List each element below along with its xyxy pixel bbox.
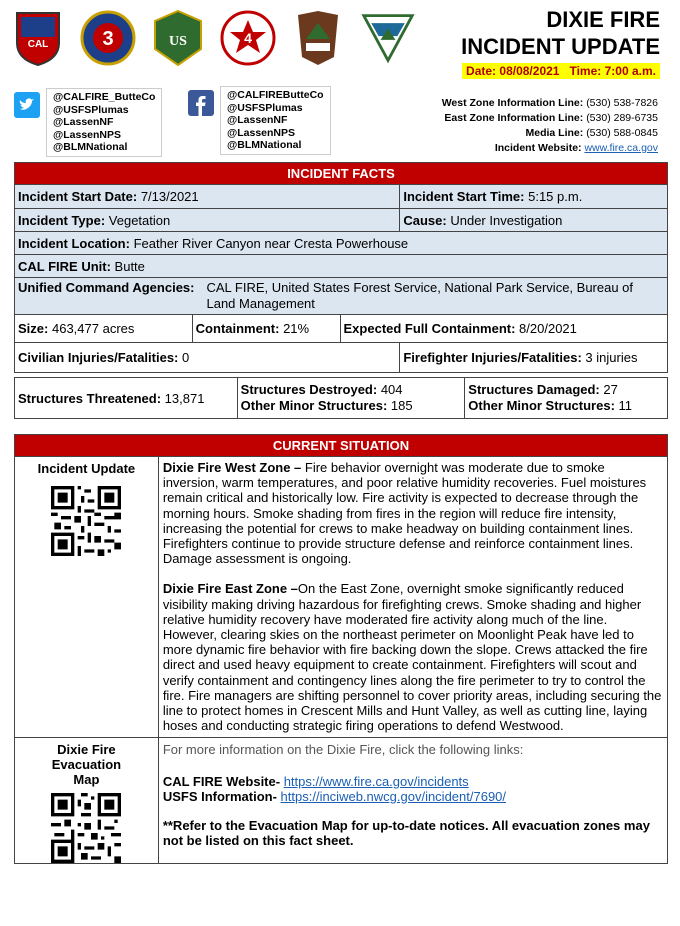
- qr-code-icon[interactable]: [51, 793, 121, 863]
- calfire-website-link[interactable]: https://www.fire.ca.gov/incidents: [283, 773, 469, 789]
- svg-text:CAL: CAL: [27, 39, 49, 50]
- start-time-value: 5:15 p.m.: [528, 189, 583, 204]
- east-zone-paragraph: [163, 581, 663, 733]
- structures-threatened-label: Structures Threatened:: [18, 390, 162, 406]
- east-zone-text: On the East Zone, overnight smoke significantly reduced visibility making driving hazardous for firefighting crews. Smoke shading and higher relative humidity recovery have moderated fire activity along much of the line. However, clearing skies on the northeast perimeter on Moonlight Peak have led to more dynamic fire behavior with fire backing down the slope. Crews attacked the fire direct and used heavy equipment to create containment. Firefighters will scout and verify containment and contingency lines along the fire perimeter to try to control the fire. Fire managers are shifting personnel to cover priority areas, including securing the line to protect homes in Crescent Mills and Hunt Valley, as well as cutting line, laying hoses and conducting strategic firing operations to defend Westwood.: [162, 581, 662, 734]
- type-cell: [15, 209, 400, 232]
- national-park-service-logo: [290, 8, 346, 68]
- time-label: Time:: [569, 64, 602, 78]
- cause-label: Cause:: [403, 212, 447, 228]
- structures-destroyed-value: 404: [380, 382, 403, 397]
- svg-text:4: 4: [244, 30, 252, 46]
- west-zone-title: Dixie Fire West Zone –: [162, 460, 302, 475]
- title-line2: INCIDENT UPDATE: [461, 34, 660, 59]
- firefighter-injuries-value: 3 injuries: [585, 350, 638, 365]
- facebook-handle[interactable]: @LassenNF: [227, 114, 288, 126]
- media-label: Media Line:: [525, 127, 584, 139]
- expected-containment-label: Expected Full Containment:: [343, 321, 516, 336]
- structures-threatened-value: 13,871: [164, 390, 205, 406]
- east-zone-line: [442, 111, 658, 126]
- start-time-label: Incident Start Time:: [403, 189, 525, 204]
- other-damaged-value: 11: [618, 398, 633, 413]
- structures-destroyed-label: Structures Destroyed:: [240, 382, 378, 397]
- other-damaged-label: Other Minor Structures:: [468, 398, 615, 413]
- structures-damaged-value: 27: [603, 382, 618, 397]
- page-header: [0, 0, 680, 160]
- media-line: [442, 126, 658, 141]
- facebook-handle[interactable]: @CALFIREButteCo: [227, 89, 324, 101]
- date-value: 08/08/2021: [499, 64, 560, 78]
- contact-info: [442, 96, 658, 156]
- incident-update-text-cell: [158, 457, 667, 738]
- website-label: Incident Website:: [494, 142, 582, 154]
- qr-code-icon[interactable]: [51, 486, 121, 556]
- firefighter-injuries-cell: [400, 343, 668, 373]
- incident-facts-banner: INCIDENT FACTS: [15, 163, 668, 185]
- twitter-handle[interactable]: @LassenNF: [53, 116, 114, 128]
- cause-cell: [400, 209, 668, 232]
- expected-containment-value: 8/20/2021: [519, 321, 577, 336]
- forest-service-logo: [150, 8, 206, 68]
- twitter-handle[interactable]: @BLMNational: [53, 141, 128, 153]
- containment-cell: [192, 315, 340, 343]
- calfire-website-label: CAL FIRE Website-: [162, 773, 281, 789]
- twitter-handle[interactable]: @USFSPlumas: [53, 103, 129, 116]
- start-date-value: 7/13/2021: [140, 189, 199, 204]
- agencies-cell: [15, 278, 668, 315]
- evacuation-map-label-cell: [15, 738, 159, 864]
- facebook-icon[interactable]: [188, 90, 214, 116]
- unit-value: Butte: [114, 258, 145, 274]
- usfs-info-line: [163, 789, 663, 804]
- website-link[interactable]: www.fire.ca.gov: [584, 142, 658, 154]
- other-destroyed-value: 185: [390, 398, 413, 413]
- evacuation-note: **Refer to the Evacuation Map for up-to-date notices. All evacuation zones may not be listed on this fact sheet.: [162, 818, 650, 849]
- twitter-block: [14, 88, 162, 157]
- agencies-label: Unified Command Agencies:: [18, 280, 195, 295]
- firefighter-injuries-label: Firefighter Injuries/Fatalities:: [403, 350, 582, 365]
- date-label: Date:: [466, 64, 497, 78]
- facebook-handle[interactable]: @USFSPlumas: [227, 101, 303, 114]
- west-zone-phone[interactable]: (530) 538-7826: [586, 97, 658, 109]
- twitter-icon[interactable]: [14, 92, 40, 118]
- east-zone-title: Dixie Fire East Zone –: [162, 581, 298, 597]
- east-zone-phone[interactable]: (530) 289-6735: [586, 112, 658, 124]
- bureau-of-land-management-logo: [360, 8, 416, 68]
- facebook-block: [188, 86, 331, 155]
- type-label: Incident Type:: [18, 212, 106, 228]
- cal-fire-team-4-logo: [220, 8, 276, 68]
- current-situation-table: [14, 434, 668, 864]
- evacuation-map-text-cell: [158, 738, 667, 864]
- evacuation-map-label: Dixie Fire Evacuation Map: [51, 742, 122, 788]
- west-zone-paragraph: [163, 460, 663, 566]
- date-time-bar: [462, 63, 660, 79]
- facebook-handle[interactable]: @BLMNational: [227, 139, 302, 151]
- facebook-handles: [220, 86, 331, 155]
- structures-table: [14, 377, 668, 419]
- cal-fire-logo: [10, 8, 66, 68]
- start-date-label: Incident Start Date:: [18, 189, 138, 204]
- type-value: Vegetation: [108, 212, 171, 228]
- unit-cell: [15, 255, 668, 278]
- size-label: Size: [18, 321, 45, 336]
- structures-damaged-label: Structures Damaged:: [468, 382, 600, 397]
- west-zone-text: Fire behavior overnight was moderate due to smoke inversion, warm temperatures, and poor relative humidity recoveries. Fuel moistures remain critical and historically low. Fire activity is expected to decrease through the morning hours. Smoke shading from fires in the region will reduce fire intensity, increasing the potential for crews to make headway on building containment lines. Firefighters continue to provide structure defense and reinforce containment lines. Damage assessment is ongoing.: [162, 460, 647, 567]
- containment-label: Containment:: [195, 321, 280, 336]
- twitter-handle[interactable]: @LassenNPS: [53, 128, 122, 141]
- calfire-website-line: [163, 774, 663, 789]
- cause-value: Under Investigation: [450, 212, 563, 228]
- incident-management-team-3-logo: [80, 8, 136, 68]
- usfs-info-link[interactable]: https://inciweb.nwcg.gov/incident/7690/: [280, 788, 507, 804]
- media-phone[interactable]: (530) 588-0845: [586, 127, 658, 139]
- other-destroyed-label: Other Minor Structures:: [240, 398, 388, 413]
- structures-damaged-cell: [465, 378, 668, 419]
- usfs-info-label: USFS Information-: [162, 788, 277, 804]
- unit-label: CAL FIRE Unit:: [18, 258, 111, 274]
- svg-text:US: US: [169, 34, 187, 49]
- current-situation-banner: CURRENT SITUATION: [15, 435, 668, 457]
- east-zone-label: East Zone Information Line:: [444, 112, 584, 124]
- civilian-injuries-cell: [15, 343, 400, 373]
- west-zone-label: West Zone Information Line:: [441, 97, 584, 109]
- location-cell: [15, 232, 668, 255]
- twitter-handles: [46, 88, 162, 157]
- start-date-cell: [15, 185, 400, 209]
- incident-update-label: Incident Update: [37, 461, 136, 476]
- title-line1: DIXIE FIRE: [546, 7, 660, 32]
- civilian-injuries-value: 0: [182, 350, 190, 365]
- incident-facts-table: [14, 162, 668, 373]
- location-value: Feather River Canyon near Cresta Powerhouse: [133, 235, 409, 251]
- location-label: Incident Location:: [18, 235, 130, 251]
- agency-logos: [10, 8, 416, 68]
- structures-destroyed-cell: [237, 378, 465, 419]
- more-info-text: For more information on the Dixie Fire, click the following links:: [162, 742, 524, 758]
- civilian-injuries-label: Civilian Injuries/Fatalities:: [18, 350, 179, 365]
- incident-update-label-cell: [15, 457, 159, 738]
- facebook-handle[interactable]: @LassenNPS: [227, 126, 296, 139]
- size-value: 463,477 acres: [51, 321, 135, 336]
- expected-containment-cell: [340, 315, 667, 343]
- twitter-handle[interactable]: @CALFIRE_ButteCo: [53, 91, 156, 103]
- containment-value: 21%: [283, 321, 310, 336]
- west-zone-line: [442, 96, 658, 111]
- size-cell: Size: 463,477 acres: [15, 315, 193, 343]
- time-value: 7:00 a.m.: [604, 64, 656, 78]
- svg-text:3: 3: [102, 28, 114, 50]
- structures-threatened-cell: [15, 378, 238, 419]
- start-time-cell: [400, 185, 668, 209]
- website-line: [442, 141, 658, 156]
- title-block: [461, 6, 660, 80]
- agencies-value: CAL FIRE, United States Forest Service, National Park Service, Bureau of Land Management: [206, 280, 634, 311]
